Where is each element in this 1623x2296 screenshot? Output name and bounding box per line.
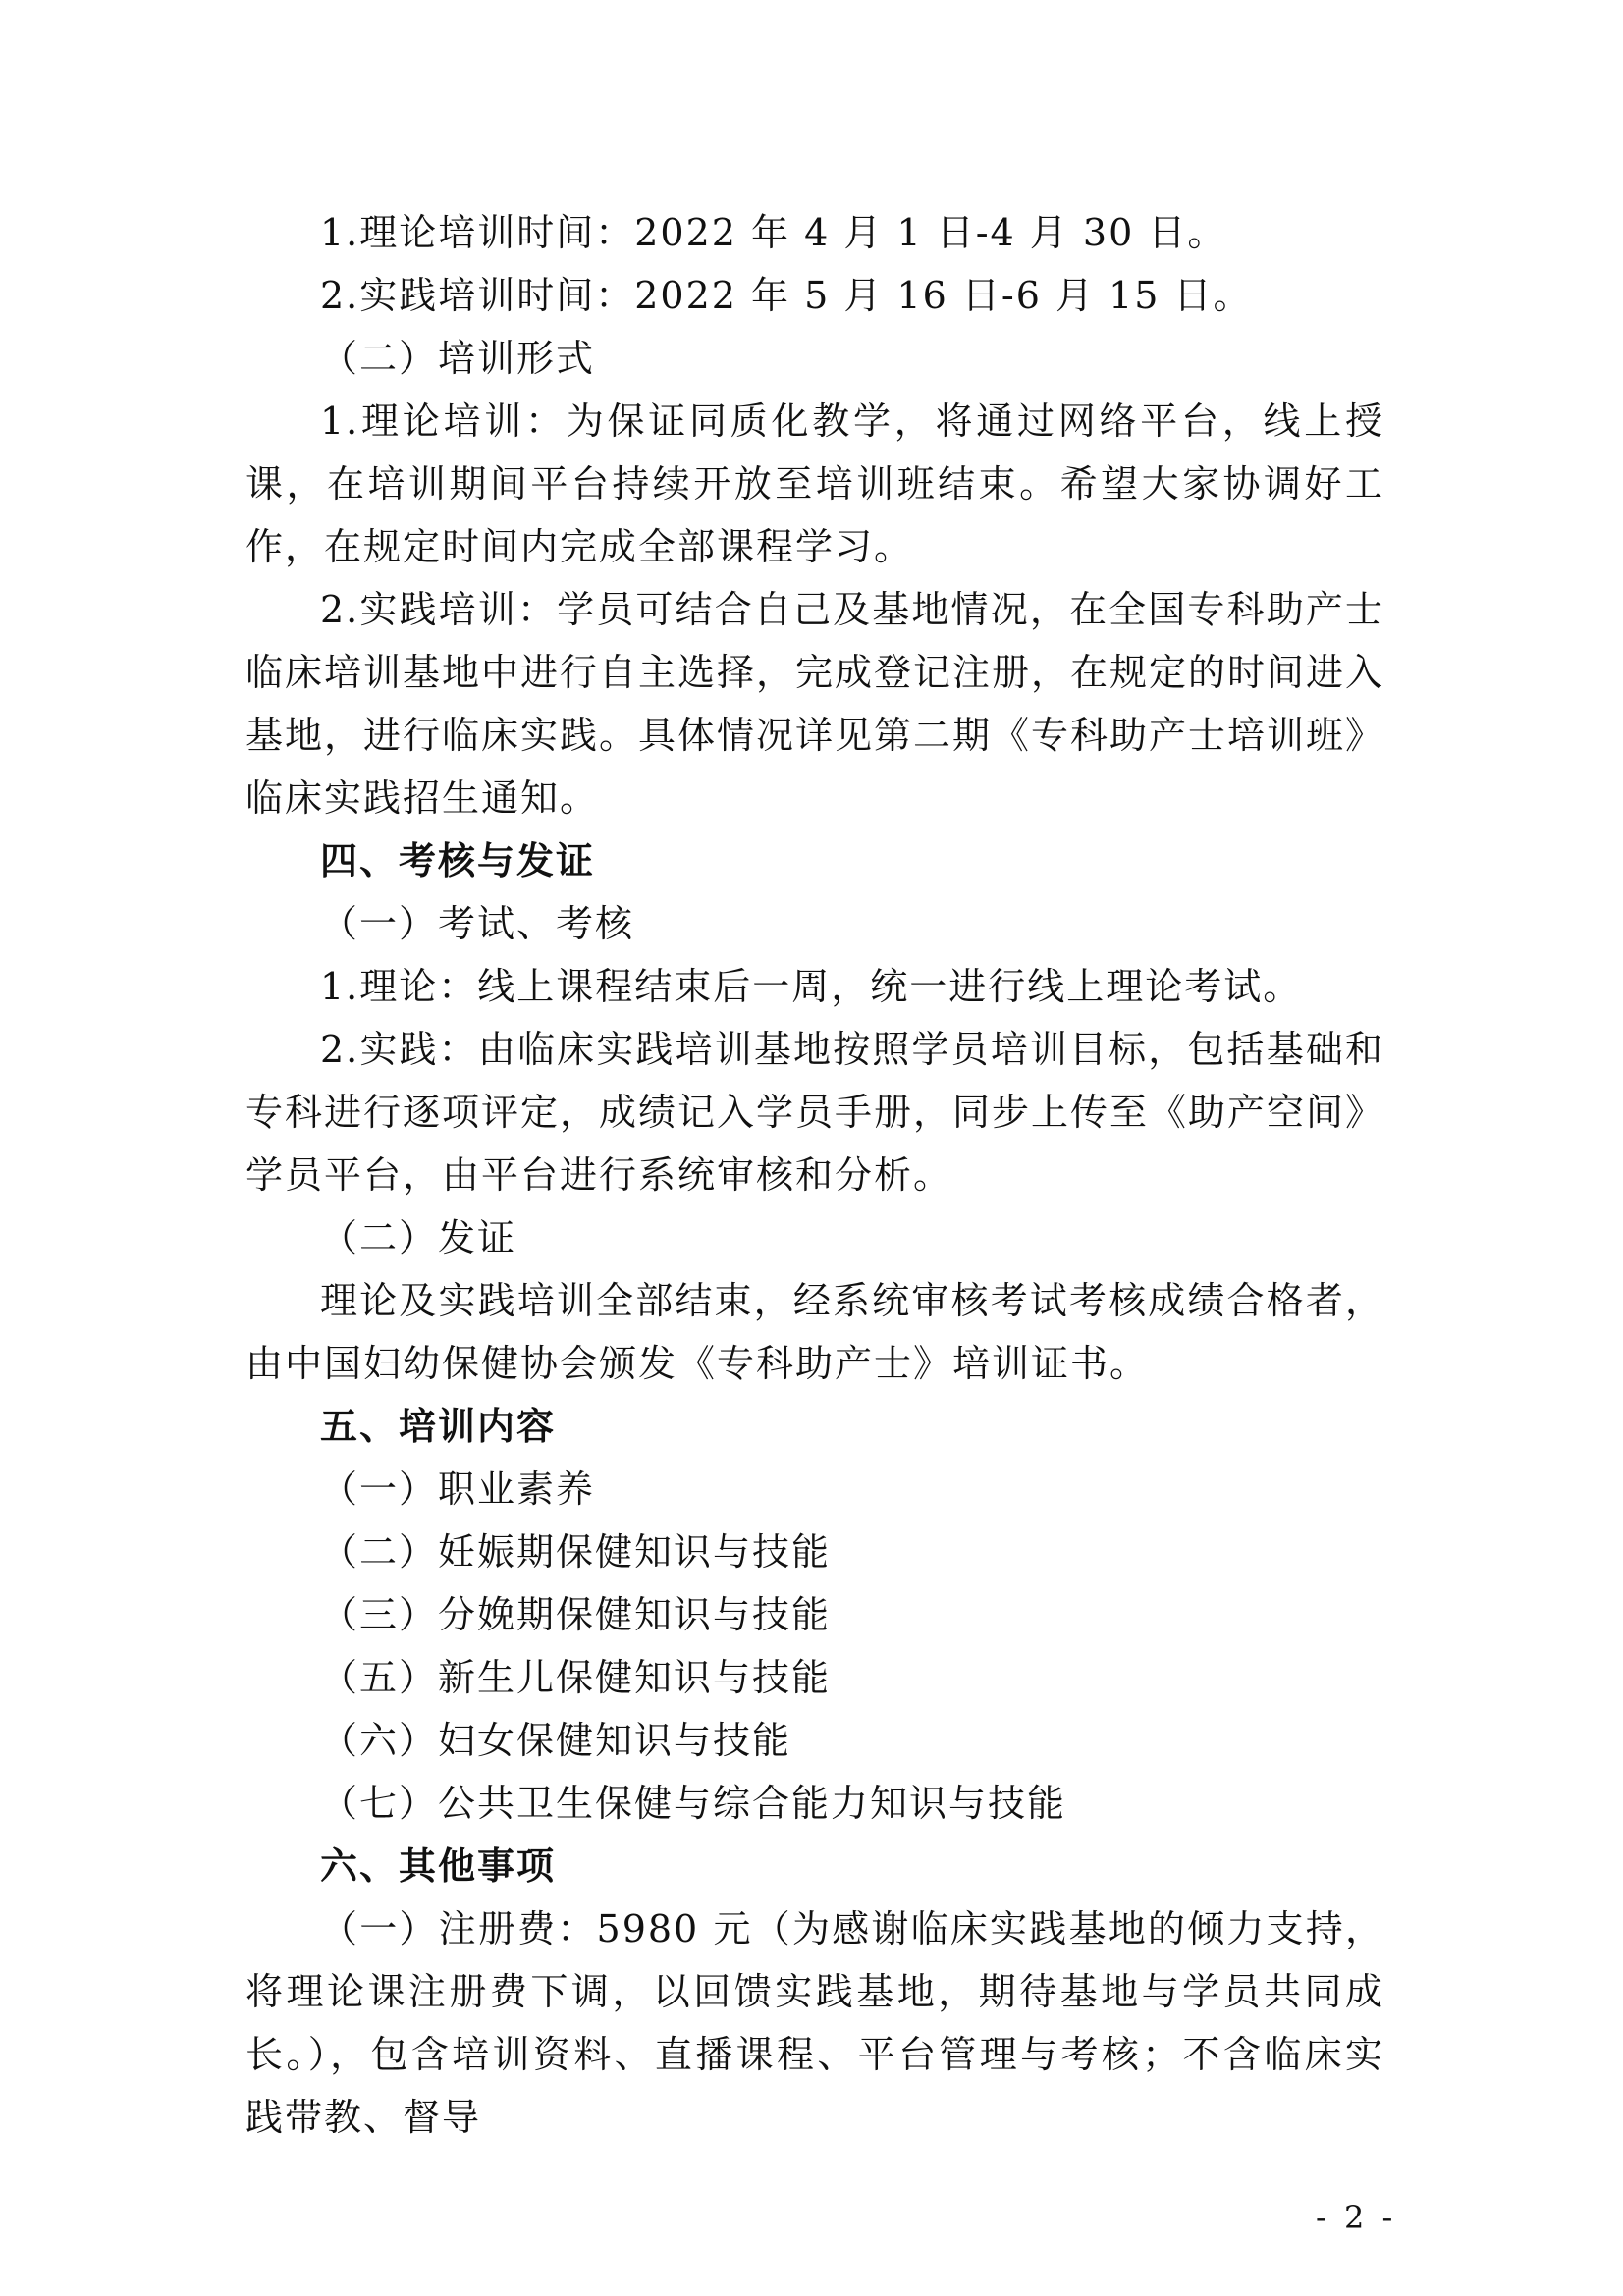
paragraph-practice-assessment: 2.实践：由临床实践培训基地按照学员培训目标，包括基础和专科进行逐项评定，成绩记入学员手册，同步上传至《助产空间》学员平台，由平台进行系统审核和分析。 <box>245 1028 1385 1197</box>
paragraph-certification: 理论及实践培训全部结束，经系统审核考试考核成绩合格者，由中国妇幼保健协会颁发《专科助产士》培训证书。 <box>245 1279 1384 1385</box>
list-item-pregnancy-care: （二）妊娠期保健知识与技能 <box>320 1530 832 1574</box>
paragraph-theory-exam: 1.理论：线上课程结束后一周，统一进行线上理论考试。 <box>320 965 1303 1008</box>
list-item-women-care: （六）妇女保健知识与技能 <box>320 1719 792 1762</box>
paragraph-practice-time: 2.实践培训时间：2022 年 5 月 16 日-6 月 15 日。 <box>320 274 1253 317</box>
document-body <box>245 201 1384 2149</box>
list-item-delivery-care: （三）分娩期保健知识与技能 <box>320 1593 832 1636</box>
paragraph-registration-fee: （一）注册费：5980 元（为感谢临床实践基地的倾力支持，将理论课注册费下调，以回馈实践基地，期待基地与学员共同成长。），包含培训资料、直播课程、平台管理与考核；不含临床实践带教、督导 <box>245 1907 1384 2139</box>
paragraph-theory-time: 1.理论培训时间：2022 年 4 月 1 日-4 月 30 日。 <box>320 211 1227 254</box>
list-item-newborn-care: （五）新生儿保健知识与技能 <box>320 1656 832 1699</box>
heading-training-content: 五、培训内容 <box>320 1405 557 1448</box>
heading-assessment-certification: 四、考核与发证 <box>320 839 596 882</box>
heading-other-matters: 六、其他事项 <box>320 1844 557 1888</box>
subheading-certification: （二）发证 <box>320 1216 517 1259</box>
list-item-public-health: （七）公共卫生保健与综合能力知识与技能 <box>320 1782 1067 1825</box>
page-number: - 2 - <box>1316 2199 1397 2236</box>
subheading-training-form: （二）培训形式 <box>320 337 596 380</box>
subheading-exam-assessment: （一）考试、考核 <box>320 902 635 945</box>
paragraph-practice-training: 2.实践培训：学员可结合自己及基地情况，在全国专科助产士临床培训基地中进行自主选择，完成登记注册，在规定的时间进入基地，进行临床实践。具体情况详见第二期《专科助产士培训班》临床实践招生通知。 <box>245 588 1385 820</box>
paragraph-theory-training: 1.理论培训：为保证同质化教学，将通过网络平台，线上授课，在培训期间平台持续开放至培训班结束。希望大家协调好工作，在规定时间内完成全部课程学习。 <box>245 400 1384 568</box>
list-item-professionalism: （一）职业素养 <box>320 1468 596 1511</box>
